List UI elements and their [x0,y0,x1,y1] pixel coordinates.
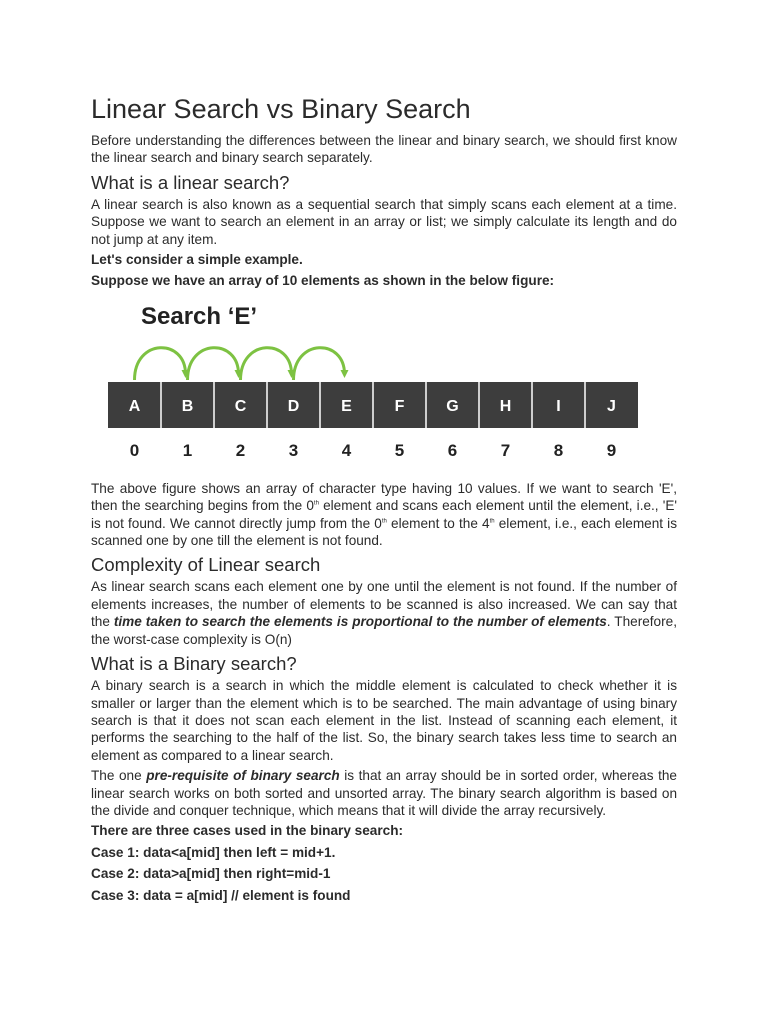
array-indices [130,441,616,460]
ordinal-suffix: th [489,518,495,525]
figure-title: Search ‘E’ [141,302,258,330]
figure-explanation-part: element, i.e., each element is scanned one by one till the element is not found. [91,515,677,549]
array-cell-C: C [234,397,247,415]
array-index-7: 7 [500,440,511,460]
complexity-heading: Complexity of Linear search [91,554,321,576]
array-index-6: 6 [447,440,458,460]
array-index-5: 5 [394,440,405,460]
array-cell-D: D [287,397,300,415]
array-cell-H: H [499,397,512,415]
binary-prerequisite-paragraph [91,767,677,819]
article-body [91,92,677,908]
case-3: Case 3: data = a[mid] // element is found [91,887,351,903]
complexity-paragraph [91,578,677,648]
linear-search-figure [91,298,677,474]
linear-search-diagram [91,298,677,474]
ordinal-suffix: th [381,518,387,525]
case-2: Case 2: data>a[mid] then right=mid-1 [91,866,331,882]
prerequisite-text: is that an array should be in sorted order, whereas the linear search works on both sorted and unsorted array. The binary search algorithm is based on the divide and conquer technique, which means that it will divide the array recursively. [91,768,677,818]
array-index-3: 3 [288,440,299,460]
prerequisite-emphasis: pre-requisite of binary search [146,768,340,784]
array-cell-A: A [128,397,141,415]
arrows-group [135,348,345,380]
figure-explanation-part: element and scans each element until the element, i.e., 'E' is not found. We cannot directly jump from the 0 [91,498,677,531]
figure-explanation-part: The above figure shows an array of character type having 10 values. If we want to search 'E', then the searching begins from the 0 [91,480,677,514]
cases-intro: There are three cases used in the binary search: [91,823,404,839]
example-label: Let's consider a simple example. [91,252,303,268]
array-index-0: 0 [129,440,140,460]
binary-search-heading: What is a Binary search? [91,653,297,675]
array-index-2: 2 [235,440,246,460]
scan-arrow [294,348,345,380]
intro-paragraph: Before understanding the differences between the linear and binary search, we should first know the linear search and binary search separately. [91,133,677,166]
array-index-4: 4 [341,440,352,460]
complexity-text: . Therefore, the worst-case complexity is O(n) [91,614,677,647]
array-index-8: 8 [553,440,564,460]
array-cell-I: I [556,397,561,415]
array-cell-F: F [394,397,405,415]
ordinal-suffix: th [313,500,319,507]
figure-explanation-part: element to the 4 [386,515,490,531]
array-index-1: 1 [182,440,193,460]
linear-search-definition: A linear search is also known as a sequential search that simply scans each element at a time. Suppose we want to search an element in an array or list; we simply calculate its length and do not jump at any item. [91,196,677,247]
figure-explanation [91,480,677,550]
scan-arrow [241,348,292,380]
scan-arrow [135,348,186,380]
array-intro: Suppose we have an array of 10 elements as shown in the below figure: [91,273,555,289]
array-cell-J: J [607,397,616,415]
array-cells [108,382,638,428]
array-cell-B: B [181,397,194,415]
binary-search-definition: A binary search is a search in which the middle element is calculated to check whether it is smaller or larger than the element which is to be searched. The main advantage of using binary search is that it does not scan each element in the list. Instead of scanning each element, it performs the searching to the half of the list. So, the binary search takes less time to search an element as compared to a linear search. [91,678,677,763]
case-1: Case 1: data<a[mid] then left = mid+1. [91,844,336,860]
array-index-9: 9 [606,440,617,460]
page-title: Linear Search vs Binary Search [91,94,471,124]
scan-arrow [188,348,239,380]
linear-search-heading: What is a linear search? [91,171,290,193]
array-cell-E: E [341,397,352,415]
complexity-text: As linear search scans each element one by one until the element is not found. If the number of elements increases, the number of elements to be scanned is also increased. We can say that the [91,579,677,630]
complexity-emphasis: time taken to search the elements is proportional to the number of elements [113,614,607,630]
prerequisite-text: The one [91,768,147,784]
array-cell-G: G [446,397,459,415]
